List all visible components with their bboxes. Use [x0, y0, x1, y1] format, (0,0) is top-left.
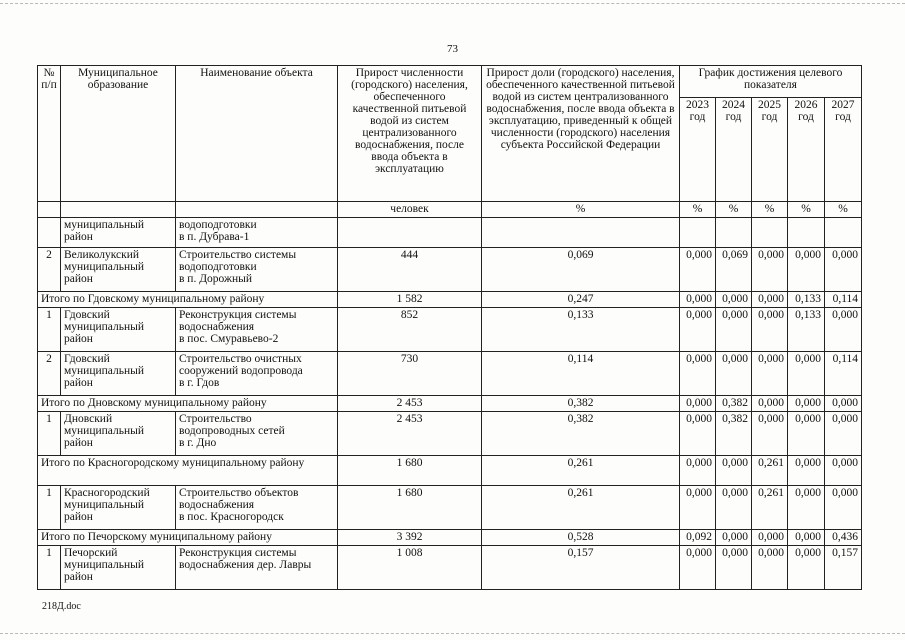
- share-cell: [482, 218, 680, 248]
- people-cell: 1 680: [338, 486, 482, 530]
- year-value: 0,000: [716, 352, 752, 396]
- people-cell: 1 680: [338, 456, 482, 486]
- object-cell: водоподготовки в п. Дубрава-1: [176, 218, 338, 248]
- year-value: 0,382: [716, 412, 752, 456]
- year-value: 0,000: [680, 396, 716, 412]
- total-label: Итого по Гдовскому муниципальному району: [38, 292, 338, 308]
- scan-edge-top: [0, 3, 905, 4]
- header-year-2025: 2025 год: [752, 98, 788, 202]
- year-value: 0,000: [788, 396, 825, 412]
- year-value: 0,000: [680, 248, 716, 292]
- people-cell: 1 582: [338, 292, 482, 308]
- year-value: 0,000: [680, 546, 716, 590]
- year-value: 0,000: [752, 546, 788, 590]
- table-row: [38, 546, 862, 590]
- table-row: [38, 248, 862, 292]
- year-value: 0,000: [716, 308, 752, 352]
- year-value: [680, 218, 716, 248]
- year-value: 0,000: [716, 486, 752, 530]
- year-value: 0,000: [788, 352, 825, 396]
- year-value: 0,000: [752, 530, 788, 546]
- unit-year: %: [752, 202, 788, 218]
- header-municipality: Муниципальное образование: [61, 66, 176, 202]
- year-value: 0,000: [752, 292, 788, 308]
- year-value: 0,000: [680, 412, 716, 456]
- year-value: 0,436: [825, 530, 862, 546]
- year-value: 0,000: [716, 292, 752, 308]
- header-year-2023: 2023 год: [680, 98, 716, 202]
- municipality-cell: Гдовский муниципальный район: [61, 352, 176, 396]
- year-value: 0,000: [680, 486, 716, 530]
- total-row: [38, 292, 862, 308]
- unit-people: человек: [338, 202, 482, 218]
- row-number: 2: [38, 248, 61, 292]
- year-value: 0,000: [825, 412, 862, 456]
- header-year-2027: 2027 год: [825, 98, 862, 202]
- year-value: 0,382: [716, 396, 752, 412]
- people-cell: 2 453: [338, 396, 482, 412]
- municipality-cell: Гдовский муниципальный район: [61, 308, 176, 352]
- page-number: 73: [447, 43, 458, 55]
- total-label: Итого по Печорскому муниципальному району: [38, 530, 338, 546]
- year-value: 0,000: [825, 456, 862, 486]
- people-cell: 1 008: [338, 546, 482, 590]
- year-value: 0,000: [752, 308, 788, 352]
- header-growth-share: Прирост доли (городского) населения, обеспеченного качественной питьевой водой из систем централизованного водоснабжения, после ввода объекта в эксплуатацию, приведенный к общей численности (городского) населения субъекта Российской Федерации: [482, 66, 680, 202]
- object-cell: Строительство объектов водоснабжения в пос. Красногородск: [176, 486, 338, 530]
- object-cell: Реконструкция системы водоснабжения дер. Лавры: [176, 546, 338, 590]
- header-schedule: График достижения целевого показателя: [680, 66, 862, 98]
- year-value: 0,261: [752, 486, 788, 530]
- year-value: 0,000: [680, 292, 716, 308]
- year-value: 0,000: [680, 456, 716, 486]
- header-object: Наименование объекта: [176, 66, 338, 202]
- municipality-cell: Великолукский муниципальный район: [61, 248, 176, 292]
- document-filename: 218Д.doc: [42, 601, 81, 612]
- object-cell: Строительство водопроводных сетей в г. Дно: [176, 412, 338, 456]
- year-value: 0,000: [752, 396, 788, 412]
- share-cell: 0,069: [482, 248, 680, 292]
- year-value: 0,000: [752, 352, 788, 396]
- year-value: [752, 218, 788, 248]
- share-cell: 0,133: [482, 308, 680, 352]
- water-supply-table: [37, 65, 862, 590]
- year-value: 0,000: [788, 530, 825, 546]
- row-number: 1: [38, 486, 61, 530]
- scan-edge-bottom: [0, 633, 905, 634]
- unit-cell-empty: [61, 202, 176, 218]
- table-row: [38, 412, 862, 456]
- people-cell: 2 453: [338, 412, 482, 456]
- year-value: 0,261: [752, 456, 788, 486]
- table-row: [38, 308, 862, 352]
- total-label: Итого по Дновскому муниципальному району: [38, 396, 338, 412]
- total-row: [38, 530, 862, 546]
- share-cell: 0,382: [482, 412, 680, 456]
- year-value: 0,133: [788, 292, 825, 308]
- unit-year: %: [788, 202, 825, 218]
- year-value: 0,000: [825, 396, 862, 412]
- year-value: 0,000: [825, 308, 862, 352]
- year-value: 0,000: [716, 456, 752, 486]
- year-value: 0,069: [716, 248, 752, 292]
- row-number: 1: [38, 308, 61, 352]
- year-value: 0,000: [752, 248, 788, 292]
- row-number: 1: [38, 412, 61, 456]
- share-cell: 0,528: [482, 530, 680, 546]
- share-cell: 0,114: [482, 352, 680, 396]
- unit-cell-empty: [38, 202, 61, 218]
- year-value: [716, 218, 752, 248]
- unit-year: %: [716, 202, 752, 218]
- table-row: [38, 218, 862, 248]
- row-number: 1: [38, 546, 61, 590]
- header-year-2026: 2026 год: [788, 98, 825, 202]
- year-value: 0,000: [788, 546, 825, 590]
- row-number: 2: [38, 352, 61, 396]
- total-label: Итого по Красногородскому муниципальному району: [38, 456, 338, 486]
- unit-year: %: [680, 202, 716, 218]
- people-cell: 730: [338, 352, 482, 396]
- row-number: [38, 218, 61, 248]
- year-value: 0,000: [788, 456, 825, 486]
- header-number: № п/п: [38, 66, 61, 202]
- year-value: 0,092: [680, 530, 716, 546]
- total-row: [38, 456, 862, 486]
- object-cell: Реконструкция системы водоснабжения в пос. Смуравьево-2: [176, 308, 338, 352]
- year-value: 0,133: [788, 308, 825, 352]
- year-value: 0,000: [788, 412, 825, 456]
- people-cell: 3 392: [338, 530, 482, 546]
- year-value: 0,000: [752, 412, 788, 456]
- year-value: 0,000: [716, 546, 752, 590]
- people-cell: [338, 218, 482, 248]
- table-row: [38, 486, 862, 530]
- year-value: 0,157: [825, 546, 862, 590]
- share-cell: 0,157: [482, 546, 680, 590]
- share-cell: 0,247: [482, 292, 680, 308]
- share-cell: 0,261: [482, 486, 680, 530]
- share-cell: 0,382: [482, 396, 680, 412]
- year-value: 0,114: [825, 352, 862, 396]
- units-row: [38, 202, 862, 218]
- year-value: 0,000: [716, 530, 752, 546]
- municipality-cell: муниципальный район: [61, 218, 176, 248]
- year-value: [825, 218, 862, 248]
- people-cell: 852: [338, 308, 482, 352]
- year-value: 0,114: [825, 292, 862, 308]
- header-growth-people: Прирост численности (городского) населения, обеспеченного качественной питьевой водой из систем централизованного водоснабжения, после ввода объекта в эксплуатацию: [338, 66, 482, 202]
- year-value: 0,000: [680, 352, 716, 396]
- municipality-cell: Красногородский муниципальный район: [61, 486, 176, 530]
- year-value: 0,000: [788, 486, 825, 530]
- municipality-cell: Печорский муниципальный район: [61, 546, 176, 590]
- table-row: [38, 352, 862, 396]
- municipality-cell: Дновский муниципальный район: [61, 412, 176, 456]
- total-row: [38, 396, 862, 412]
- year-value: [788, 218, 825, 248]
- share-cell: 0,261: [482, 456, 680, 486]
- object-cell: Строительство системы водоподготовки в п. Дорожный: [176, 248, 338, 292]
- people-cell: 444: [338, 248, 482, 292]
- unit-cell-empty: [176, 202, 338, 218]
- unit-share: %: [482, 202, 680, 218]
- year-value: 0,000: [825, 248, 862, 292]
- unit-year: %: [825, 202, 862, 218]
- object-cell: Строительство очистных сооружений водопровода в г. Гдов: [176, 352, 338, 396]
- year-value: 0,000: [825, 486, 862, 530]
- year-value: 0,000: [788, 248, 825, 292]
- year-value: 0,000: [680, 308, 716, 352]
- header-year-2024: 2024 год: [716, 98, 752, 202]
